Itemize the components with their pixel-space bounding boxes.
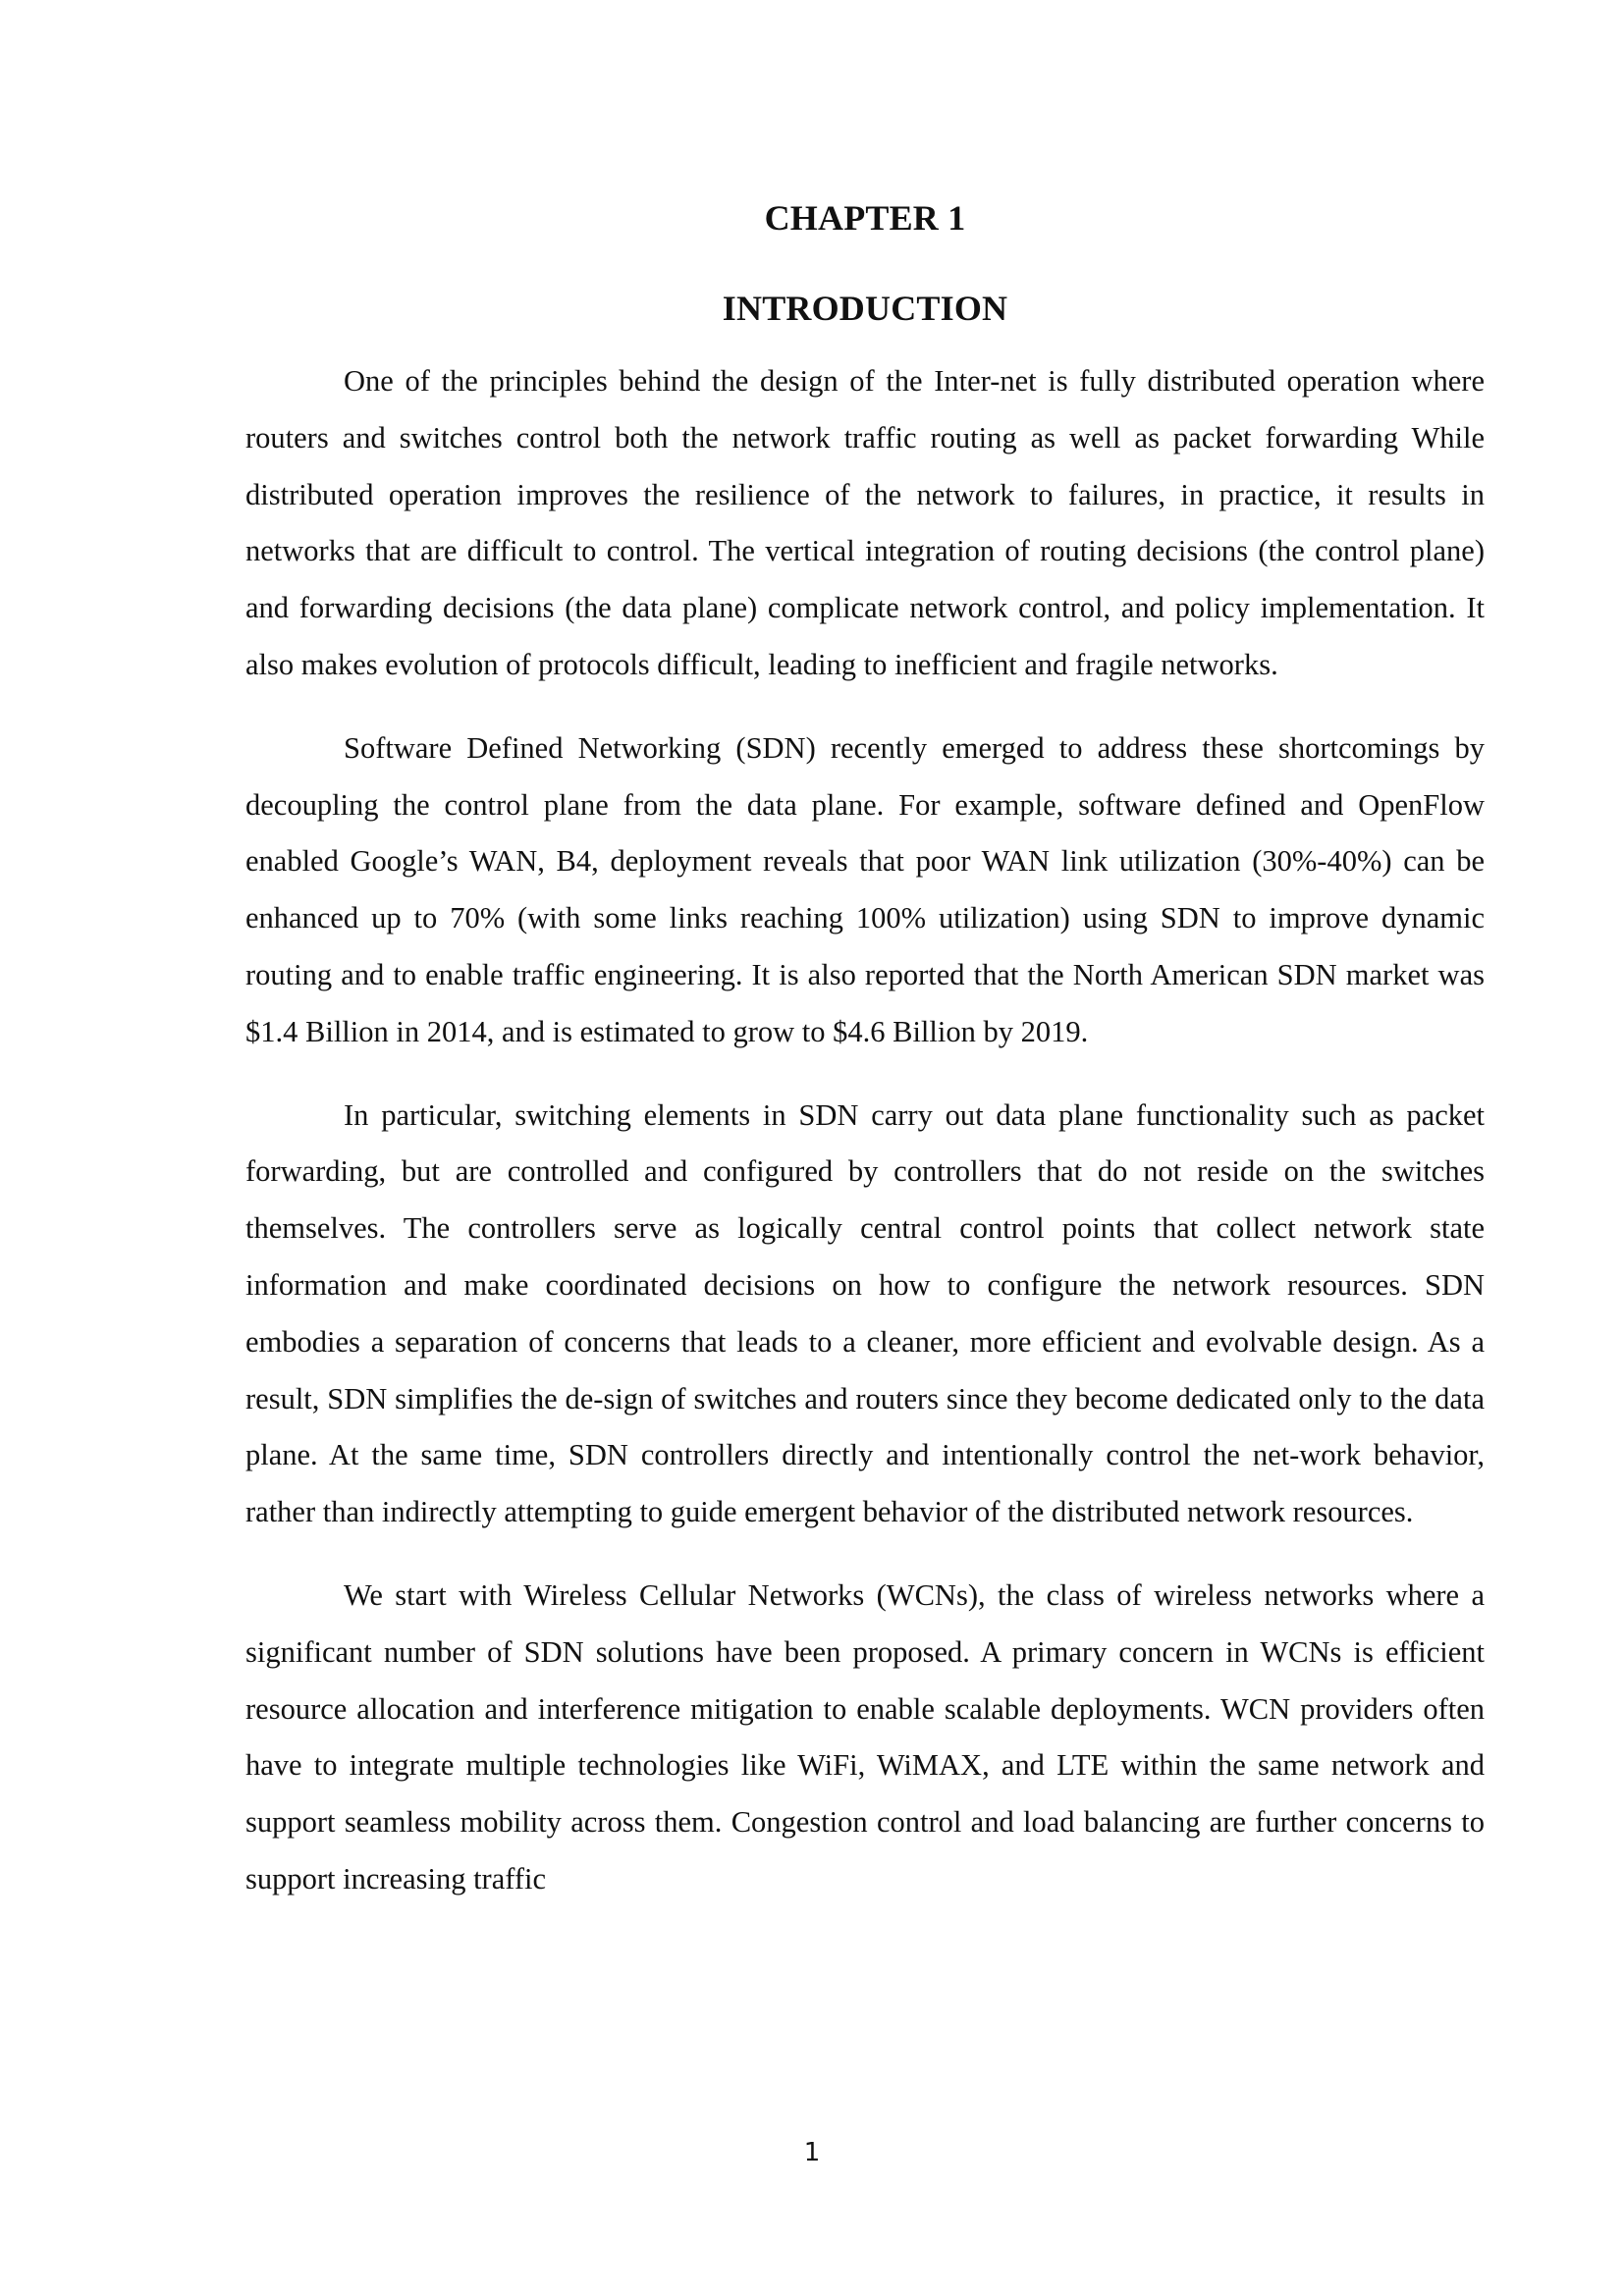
paragraph-3: In particular, switching elements in SDN carry out data plane functionality such as packet forwarding, but are controlled and configured by controllers that do not reside on the switches themselves. The controllers serve as logically central control points that collect network state information and make coordinated decisions on how to configure the network resources. SDN embodies a separation of concerns that leads to a cleaner, more efficient and evolvable design. As a result, SDN simplifies the de-sign of switches and routers since they become dedicated only to the data plane. At the same time, SDN controllers directly and intentionally control the net-work behavior, rather than indirectly attempting to guide emergent behavior of the distributed network resources. [245,1097,1485,1529]
paragraph-4: We start with Wireless Cellular Networks (WCNs), the class of wireless networks where a significant number of SDN solutions have been proposed. A primary concern in WCNs is efficient resource allocation and interference mitigation to enable scalable deployments. WCN providers often have to integrate multiple technologies like WiFi, WiMAX, and LTE within the same network and support seamless mobility across them. Congestion control and load balancing are further concerns to support increasing traffic [245,1577,1485,1896]
paragraph-2: Software Defined Networking (SDN) recently emerged to address these shortcomings by decoupling the control plane from the data plane. For example, software defined and OpenFlow enabled Google’s WAN, B4, deployment reveals that poor WAN link utilization (30%-40%) can be enhanced up to 70% (with some links reaching 100% utilization) using SDN to improve dynamic routing and to enable traffic engineering. It is also reported that the North American SDN market was $1.4 Billion in 2014, and is estimated to grow to $4.6 Billion by 2019. [245,730,1485,1048]
chapter-title: INTRODUCTION [722,289,1008,328]
page-number: 1 [803,2138,821,2167]
chapter-label: CHAPTER 1 [764,198,966,238]
page-content [245,194,1485,1935]
paragraph-1: One of the principles behind the design of the Inter-net is fully distributed operation where routers and switches control both the network traffic routing as well as packet forwarding While distributed operation improves the resilience of the network to failures, in practice, it results in networks that are difficult to control. The vertical integration of routing decisions (the control plane) and forwarding decisions (the data plane) complicate network control, and policy implementation. It also makes evolution of protocols difficult, leading to inefficient and fragile networks. [245,364,1485,681]
